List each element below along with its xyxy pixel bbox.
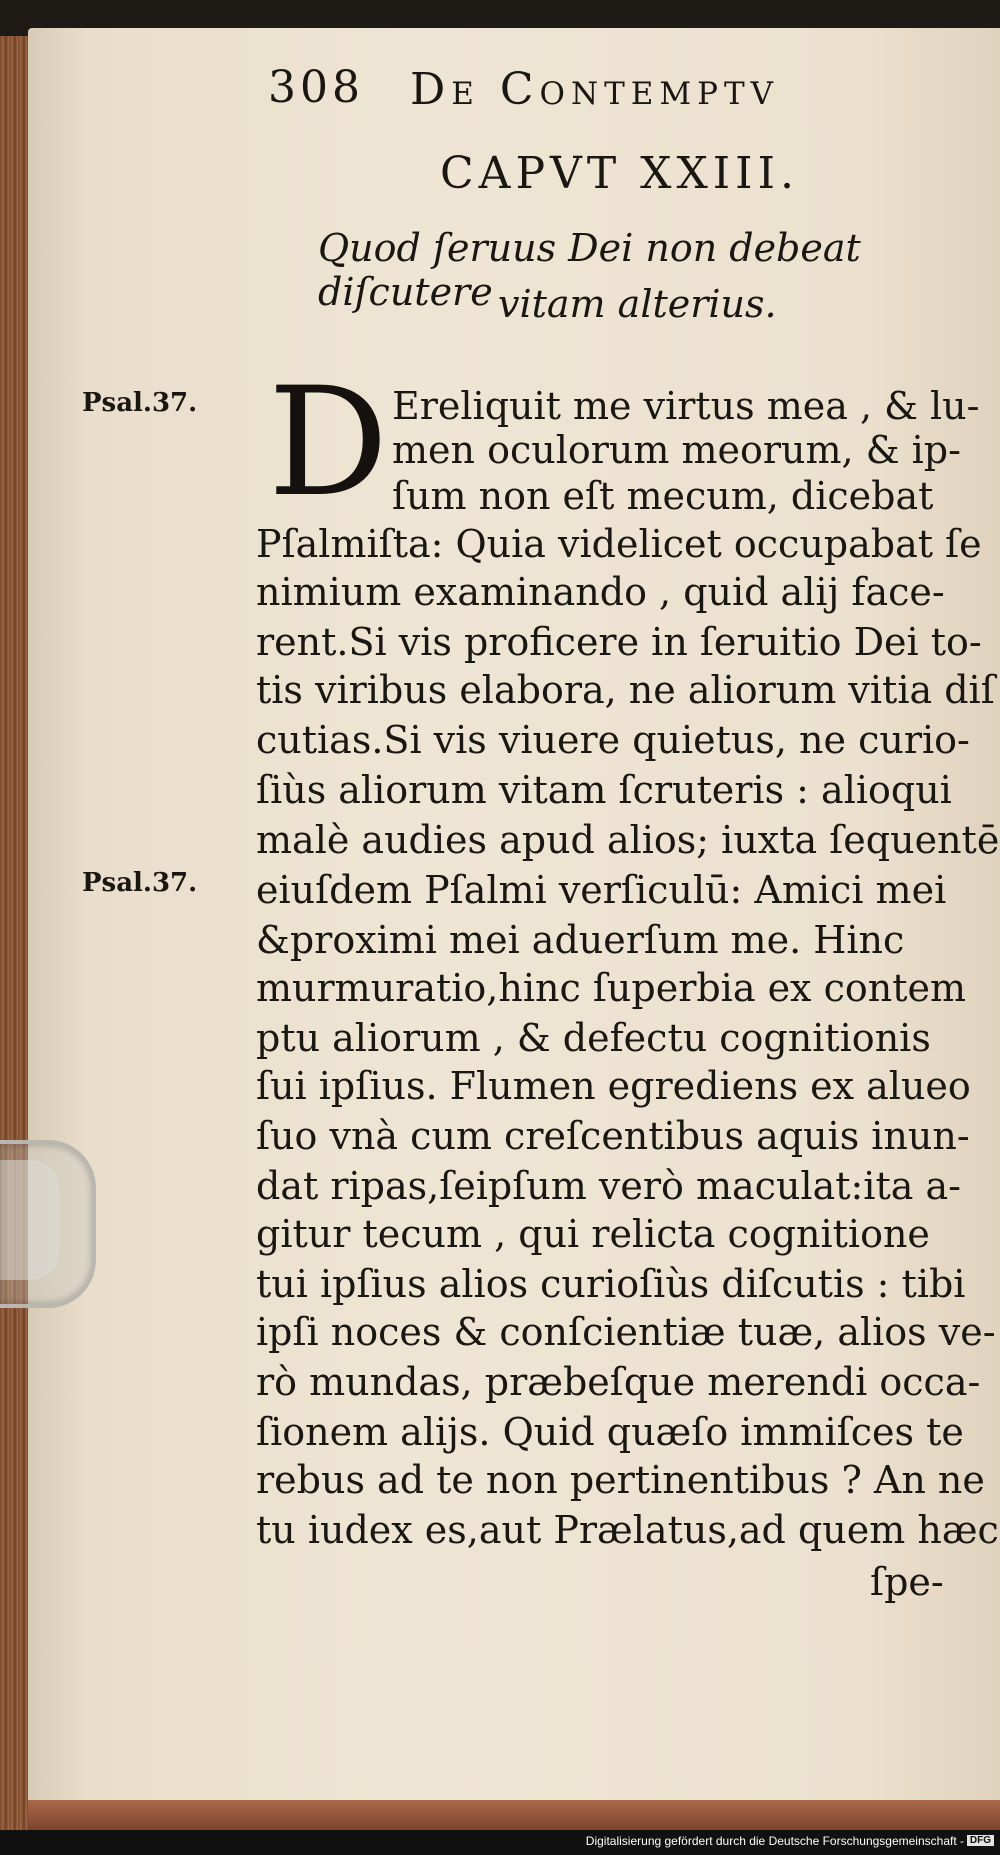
text-line: Pſalmiſta: Quia videlicet occupabat ſe	[256, 522, 982, 566]
text-line: ſum non eſt mecum, dicebat	[392, 474, 934, 518]
text-line: Ereliquit me virtus mea , & lu-	[392, 384, 980, 428]
running-title: De Contemptv	[410, 64, 780, 115]
text-line: ptu aliorum , & defectu cognitionis	[256, 1016, 931, 1060]
text-line: gitur tecum , qui relicta cognitione	[256, 1212, 930, 1256]
text-line: eiuſdem Pſalmi verſiculū: Amici mei	[256, 868, 947, 912]
text-line: ſuo vnà cum creſcentibus aquis inun-	[256, 1114, 970, 1158]
text-line: tis viribus elabora, ne aliorum vitia diſ	[256, 668, 995, 712]
text-line: rebus ad te non pertinentibus ? An ne	[256, 1458, 985, 1502]
text-line: nimium examinando , quid alij face-	[256, 570, 945, 614]
text-line: tu iudex es,aut Prælatus,ad quem hæc	[256, 1508, 999, 1552]
text-line: men oculorum meorum, & ip-	[392, 428, 961, 472]
chapter-title: CAPVT XXIII.	[440, 148, 799, 199]
chapter-subtitle-line-1: Quod ſeruus Dei non debeat diſcutere	[318, 226, 861, 314]
text-line: ſiùs aliorum vitam ſcruteris : alioqui	[256, 768, 952, 812]
text-line: dat ripas,ſeipſum verò maculat:ita a-	[256, 1164, 961, 1208]
text-line: murmuratio,hinc ſuperbia ex contem	[256, 966, 966, 1010]
chapter-subtitle-line-2: vitam alterius.	[498, 282, 777, 326]
page-header	[260, 62, 900, 122]
page-number: 308	[268, 62, 364, 113]
text-line: ſpe-	[870, 1560, 944, 1604]
dfg-logo: DFG	[967, 1835, 994, 1846]
text-line: cutias.Si vis viuere quietus, ne curio-	[256, 718, 970, 762]
footer-credit: Digitalisierung gefördert durch die Deutsche Forschungsgemeinschaft -	[585, 1834, 964, 1848]
margin-note: Psal.37.	[82, 868, 198, 898]
text-line: malè audies apud alios; iuxta ſequentē	[256, 818, 1000, 862]
footer-bar	[0, 1830, 1000, 1855]
book-bottom-edge	[28, 1800, 1000, 1830]
text-line: ſui ipſius. Flumen egrediens ex alueo	[256, 1064, 971, 1108]
text-line: &proximi mei aduerſum me. Hinc	[256, 918, 905, 962]
text-line: ipſi noces & conſcientiæ tuæ, alios ve-	[256, 1310, 996, 1354]
drop-cap: D	[268, 356, 389, 530]
text-line: ſionem alijs. Quid quæſo immiſces te	[256, 1410, 964, 1454]
text-line: rò mundas, præbeſque merendi occa-	[256, 1360, 981, 1404]
page-clip	[0, 1140, 96, 1308]
margin-note: Psal.37.	[82, 388, 198, 418]
text-line: rent.Si vis proficere in ſeruitio Dei to-	[256, 620, 982, 664]
text-line: tui ipſius alios curioſiùs diſcutis : tibi	[256, 1262, 966, 1306]
